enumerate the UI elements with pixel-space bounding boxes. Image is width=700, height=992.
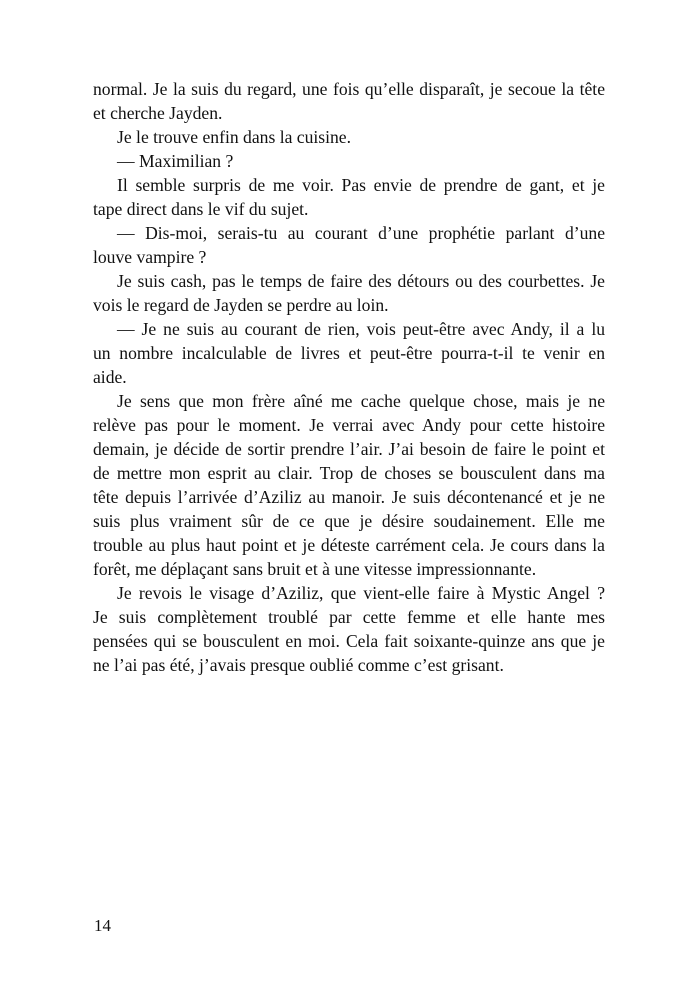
- text-line: — Dis-moi, serais-tu au courant d’une prophétie parlant d’une: [117, 223, 605, 243]
- text-line: pensées qui se bousculent en moi. Cela fait soixante-quinze ans que je: [93, 631, 605, 651]
- text-line: — Je ne suis au courant de rien, vois peut-être avec Andy, il a lu: [117, 319, 605, 339]
- text-line: Je suis cash, pas le temps de faire des détours ou des courbettes. Je: [117, 271, 605, 291]
- text-line: normal. Je la suis du regard, une fois qu’elle disparaît, je secoue la tête: [93, 79, 605, 99]
- text-line: ne l’ai pas été, j’avais presque oublié comme c’est grisant.: [93, 655, 504, 675]
- text-line: louve vampire ?: [93, 247, 207, 267]
- text-line: demain, je décide de sortir prendre l’air. J’ai besoin de faire le point et: [93, 439, 605, 459]
- text-line: tête depuis l’arrivée d’Aziliz au manoir. Je suis décontenancé et je ne: [93, 487, 605, 507]
- page-number: 14: [94, 916, 111, 935]
- text-line: Je revois le visage d’Aziliz, que vient-elle faire à Mystic Angel ?: [117, 583, 605, 603]
- text-line: aide.: [93, 367, 127, 387]
- text-line: vois le regard de Jayden se perdre au loin.: [93, 295, 389, 315]
- text-line: Il semble surpris de me voir. Pas envie de prendre de gant, et je: [117, 175, 605, 195]
- text-line: — Maximilian ?: [117, 151, 234, 171]
- text-line: tape direct dans le vif du sujet.: [93, 199, 309, 219]
- text-line: relève pas pour le moment. Je verrai avec Andy pour cette histoire: [93, 415, 605, 435]
- text-line: de mettre mon esprit au clair. Trop de choses se bousculent dans ma: [93, 463, 605, 483]
- text-line: un nombre incalculable de livres et peut-être pourra-t-il te venir en: [93, 343, 605, 363]
- text-line: suis plus vraiment sûr de ce que je désire soudainement. Elle me: [93, 511, 605, 531]
- text-line: Je sens que mon frère aîné me cache quelque chose, mais je ne: [117, 391, 605, 411]
- text-line: forêt, me déplaçant sans bruit et à une vitesse impressionnante.: [93, 559, 537, 579]
- text-line: et cherche Jayden.: [93, 103, 223, 123]
- body-text: [93, 77, 605, 677]
- text-line: Je suis complètement troublé par cette femme et elle hante mes: [93, 607, 605, 627]
- text-line: trouble au plus haut point et je déteste carrément cela. Je cours dans la: [93, 535, 605, 555]
- text-line: Je le trouve enfin dans la cuisine.: [117, 127, 352, 147]
